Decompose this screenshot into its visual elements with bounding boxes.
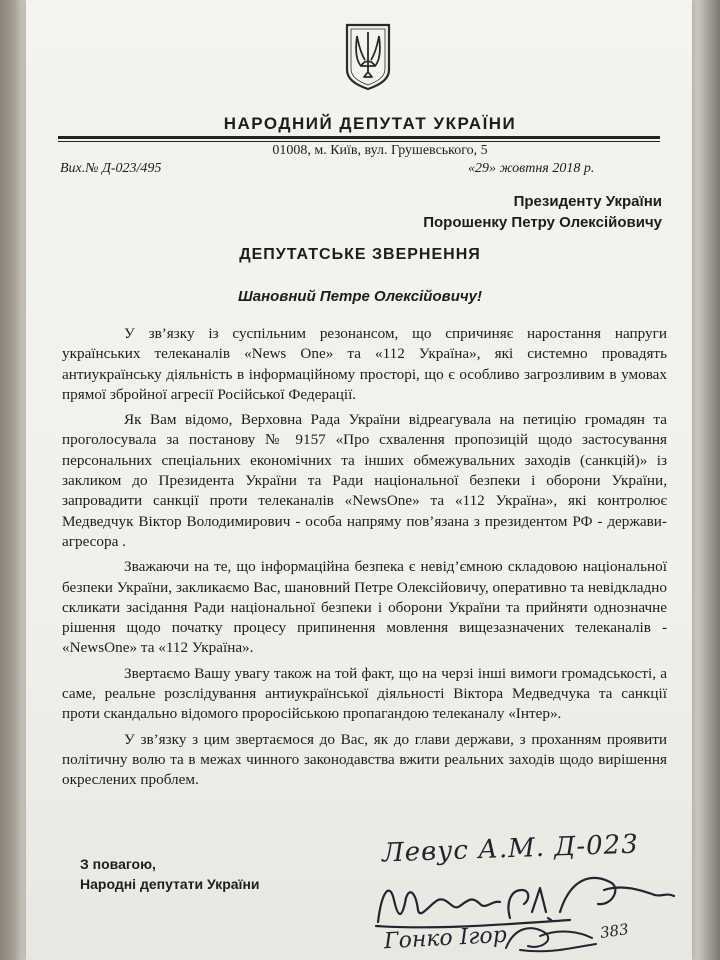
handwritten-signature-3: Гонко Ігор bbox=[383, 922, 508, 955]
closing-line-2: Народні депутати України bbox=[80, 876, 260, 892]
handwritten-signature-scribble-3 bbox=[500, 918, 600, 958]
sender-address: 01008, м. Київ, вул. Грушевського, 5 bbox=[272, 143, 488, 158]
document-title: ДЕПУТАТСЬКЕ ЗВЕРНЕННЯ bbox=[239, 246, 481, 263]
body-paragraph: У зв’язку із суспільним резонансом, що спричиняє наростання напруги українських телеканалів «News One» та «112 Україна», які системно провадять антиукраїнську діяльність в інформаційному просторі, що є особливо загрозливим в умовах прямої збройної агресії Російської Федерації. bbox=[62, 325, 667, 403]
letter-date: «29» жовтня 2018 р. bbox=[468, 161, 595, 176]
sender-heading: НАРОДНИЙ ДЕПУТАТ УКРАЇНИ bbox=[223, 114, 517, 133]
recipient-block bbox=[423, 191, 662, 233]
handwritten-number: 383 bbox=[598, 920, 630, 942]
salutation: Шановний Петре Олексійовичу! bbox=[238, 288, 482, 305]
body-paragraph: У зв’язку з цим звертаємося до Вас, як до глави держави, з проханням проявити політичну волю та в межах чинного законодавства вжити реальних заходів щодо вирішення окреслених проблем. bbox=[62, 730, 667, 789]
closing-line-1: З повагою, bbox=[80, 856, 156, 872]
body-paragraph: Зважаючи на те, що інформаційна безпека є невід’ємною складовою національної безпеки України, закликаємо Вас, шановний Петре Олексійовичу, оперативно та невідкладно скликати засідання Ради національної безпеки і оборони України та прийняти однозначне рішення щодо початку процесу припинення мовлення вищезазначених телеканалів - «NewsOne» та «112 Україна». bbox=[62, 558, 667, 657]
coat-of-arms-trident-icon bbox=[343, 22, 393, 92]
outgoing-number: Вих.№ Д-023/495 bbox=[60, 161, 162, 176]
recipient-line-1: Президенту України bbox=[513, 193, 662, 210]
header-divider bbox=[58, 136, 660, 142]
recipient-line-2: Порошенку Петру Олексійовичу bbox=[423, 214, 662, 231]
body-paragraph: Звертаємо Вашу увагу також на той факт, що на черзі інші вимоги громадськості, а саме, реальне розслідування антиукраїнської діяльності Віктора Медведчука та санкції проти скандально відомого проросійською пропагандою телеканалу «Інтер». bbox=[62, 664, 667, 723]
closing-block bbox=[80, 854, 260, 894]
body-paragraph: Як Вам відомо, Верховна Рада України відреагувала на петицію громадян та проголосувала за постанову № 9157 «Про схвалення пропозицій щодо застосування персональних спеціальних економічних та інших обмежувальних заходів (санкцій)» із закликом до Президента України та Ради національної безпеки і оборони України, запровадити санкції проти телеканалів «NewsOne» та «112 Україна», які контролює Медведчук Віктор Володимирович - особа напряму пов’язана з президентом РФ - держави-агресора . bbox=[62, 411, 667, 550]
handwritten-signature-1: Левус А.М. Д-023 bbox=[381, 829, 640, 869]
letter-body bbox=[62, 324, 667, 796]
